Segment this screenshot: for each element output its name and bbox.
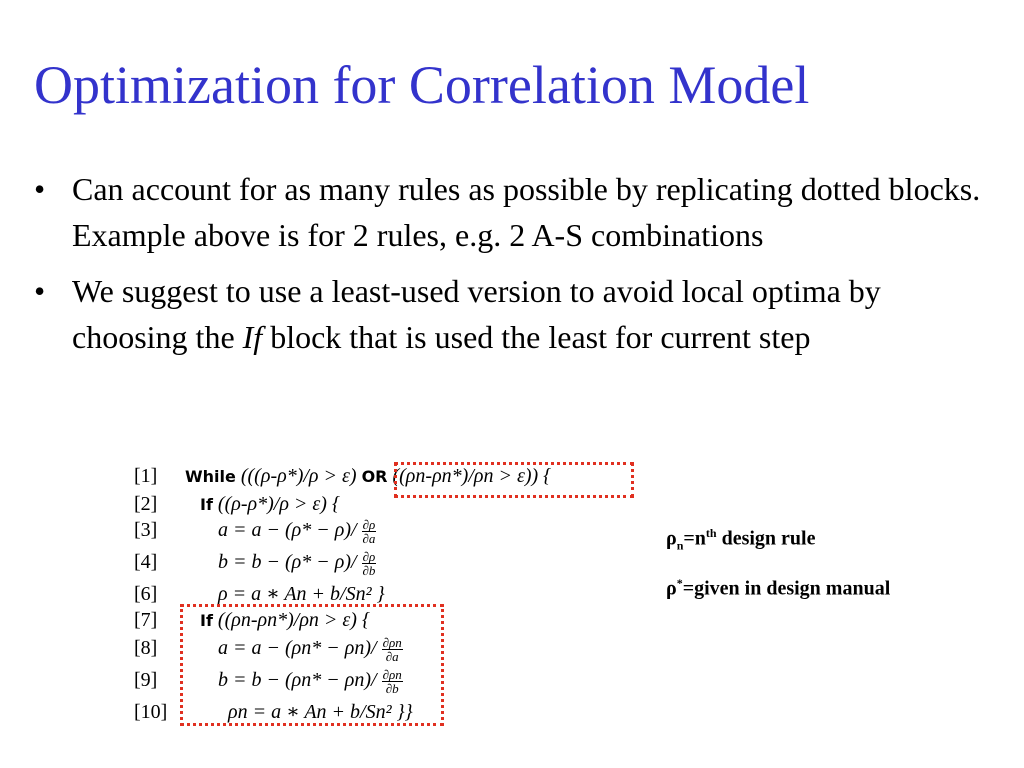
- update-b: b = b − (ρn* − ρn)/: [218, 669, 377, 691]
- bullet-list: [32, 166, 982, 370]
- condition-rule: ((ρn-ρn*)/ρn > ε)) {: [392, 465, 552, 487]
- dotted-block-condition: [394, 462, 634, 498]
- bullet-text-post: block that is used the least for current step: [262, 319, 811, 355]
- line-number: [8]: [134, 637, 158, 659]
- update-a: a = a − (ρn* − ρn)/: [218, 637, 377, 659]
- update-rho-n: ρn = a ∗ An + b/Sn² }}: [228, 701, 413, 723]
- algo-line-4: [134, 548, 376, 577]
- bullet-text-pre: We suggest to use a least-used version to avoid local optima by choosing the: [72, 273, 881, 355]
- if-condition: ((ρn-ρn*)/ρn > ε) {: [217, 609, 370, 631]
- condition-general: (((ρ-ρ*)/ρ > ε): [240, 465, 357, 487]
- line-number: [9]: [134, 669, 158, 691]
- partial-fraction: $\frac{\partial\rho}{\partial b}$: [362, 548, 376, 578]
- rho-symbol: ρ: [666, 577, 677, 600]
- line-number: [1]: [134, 465, 158, 487]
- note-rho-n: $\rho_n=n^{th}$ design rule: [666, 526, 816, 553]
- line-number: [4]: [134, 551, 158, 573]
- update-rho: ρ = a ∗ An + b/Sn² }: [218, 583, 385, 605]
- if-condition: ((ρ-ρ*)/ρ > ε) {: [217, 493, 340, 515]
- slide-title: Optimization for Correlation Model: [34, 55, 810, 115]
- bullet-mark: •: [34, 171, 46, 207]
- bullet-text: Can account for as many rules as possible by replicating dotted blocks. Example above is for 2 rules, e.g. 2 A-S combinations: [72, 171, 981, 253]
- line-number: [10]: [134, 701, 168, 723]
- bullet-text-emphasis: If: [242, 319, 263, 355]
- algo-line-3: [134, 516, 376, 545]
- partial-fraction: $\frac{\partial\rho n}{\partial b}$: [382, 666, 402, 696]
- line-number: [2]: [134, 493, 158, 515]
- rho-symbol: ρ: [666, 527, 677, 550]
- partial-fraction: $\frac{\partial\rho}{\partial a}$: [362, 516, 376, 546]
- algo-line-2: [134, 490, 340, 519]
- partial-fraction: $\frac{\partial\rho n}{\partial a}$: [382, 634, 402, 664]
- keyword-if: If: [200, 611, 213, 630]
- note-rho-star: ρ*=given in design manual: [666, 576, 891, 600]
- line-number: [3]: [134, 519, 158, 541]
- bullet-item: [32, 166, 982, 258]
- dotted-block-rule: [180, 604, 444, 726]
- line-number: [6]: [134, 583, 158, 605]
- line-number: [7]: [134, 609, 158, 631]
- keyword-or: OR: [361, 467, 388, 486]
- bullet-item: [32, 268, 982, 360]
- update-a: a = a − (ρ* − ρ)/: [218, 519, 357, 541]
- bullet-mark: •: [34, 273, 46, 309]
- keyword-if: If: [200, 495, 213, 514]
- keyword-while: While: [185, 467, 236, 486]
- update-b: b = b − (ρ* − ρ)/: [218, 551, 357, 573]
